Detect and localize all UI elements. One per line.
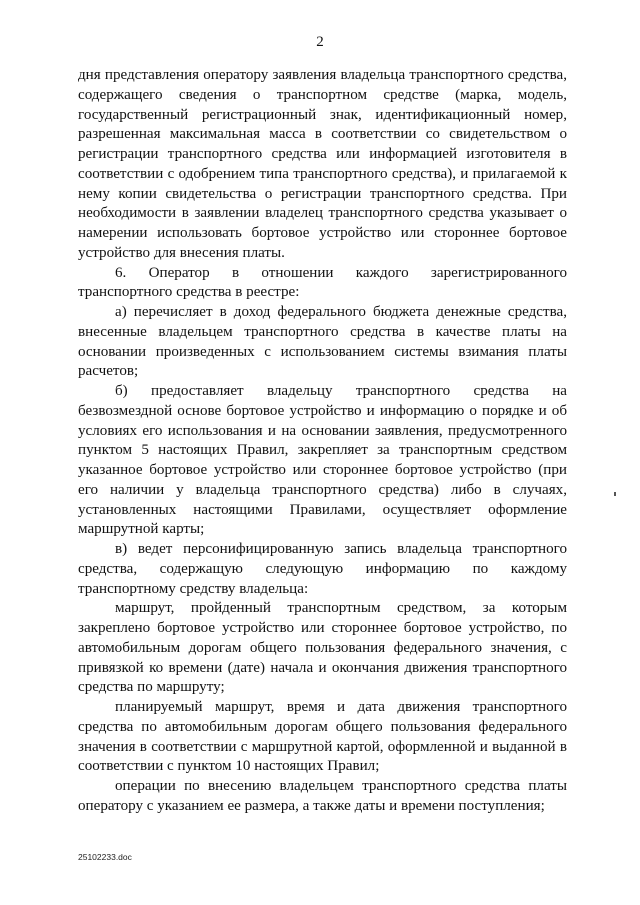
paragraph-subitem-b: б) предоставляет владельцу транспортного средства на безвозмездной основе бортовое устройство и информацию о порядке и об условиях его использования и на основании заявления, предусмотренного пунктом 5 настоящих Правил, закрепляет за транспортным средством указанное бортовое устройство или стороннее бортовое устройство (при его наличии у владельца транспортного средства) либо в случаях, установленных настоящими Правилами, осуществляет оформление маршрутной карты; [78, 383, 567, 538]
paragraph-planned-route: планируемый маршрут, время и дата движения транспортного средства по автомобильным дорогам общего пользования федерального значения в соответствии с маршрутной картой, оформленной и выданной в соответствии с пунктом 10 настоящих Правил; [78, 699, 567, 775]
paragraph-continuation: дня представления оператору заявления владельца транспортного средства, содержащего сведения о транспортном средстве (марка, модель, государственный регистрационный знак, идентификационный номер, разрешенная максимальная масса в соответствии со свидетельством о регистрации транспортного средства или информацией изготовителя в соответствии с одобрением типа транспортного средства), и прилагаемой к нему копии свидетельства о регистрации транспортного средства. При необходимости в заявлении владелец транспортного средства указывает о намерении использовать бортовое устройство или стороннее бортовое устройство для внесения платы. [78, 67, 567, 261]
footer-filename: 25102233.doc [78, 852, 132, 862]
document-body [78, 66, 567, 817]
paragraph-subitem-v: в) ведет персонифицированную запись владельца транспортного средства, содержащую следующую информацию по каждому транспортному средству владельца: [78, 541, 567, 597]
paragraph-payment-operations: операции по внесению владельцем транспортного средства платы оператору с указанием ее размера, а также даты и времени поступления; [78, 778, 567, 814]
paragraph-item-6: 6. Оператор в отношении каждого зарегистрированного транспортного средства в реестре: [78, 264, 567, 301]
scan-mark [614, 492, 616, 496]
paragraph-route: маршрут, пройденный транспортным средством, за которым закреплено бортовое устройство или стороннее бортовое устройство, по автомобильным дорогам общего пользования федерального значения, с привязкой ко времени (дате) начала и окончания движения транспортного средства по маршруту; [78, 600, 567, 696]
page-number: 2 [316, 34, 324, 50]
paragraph-subitem-a: а) перечисляет в доход федерального бюджета денежные средства, внесенные владельцем транспортного средства в качестве платы на основании произведенных с использованием системы взимания платы расчетов; [78, 304, 567, 380]
